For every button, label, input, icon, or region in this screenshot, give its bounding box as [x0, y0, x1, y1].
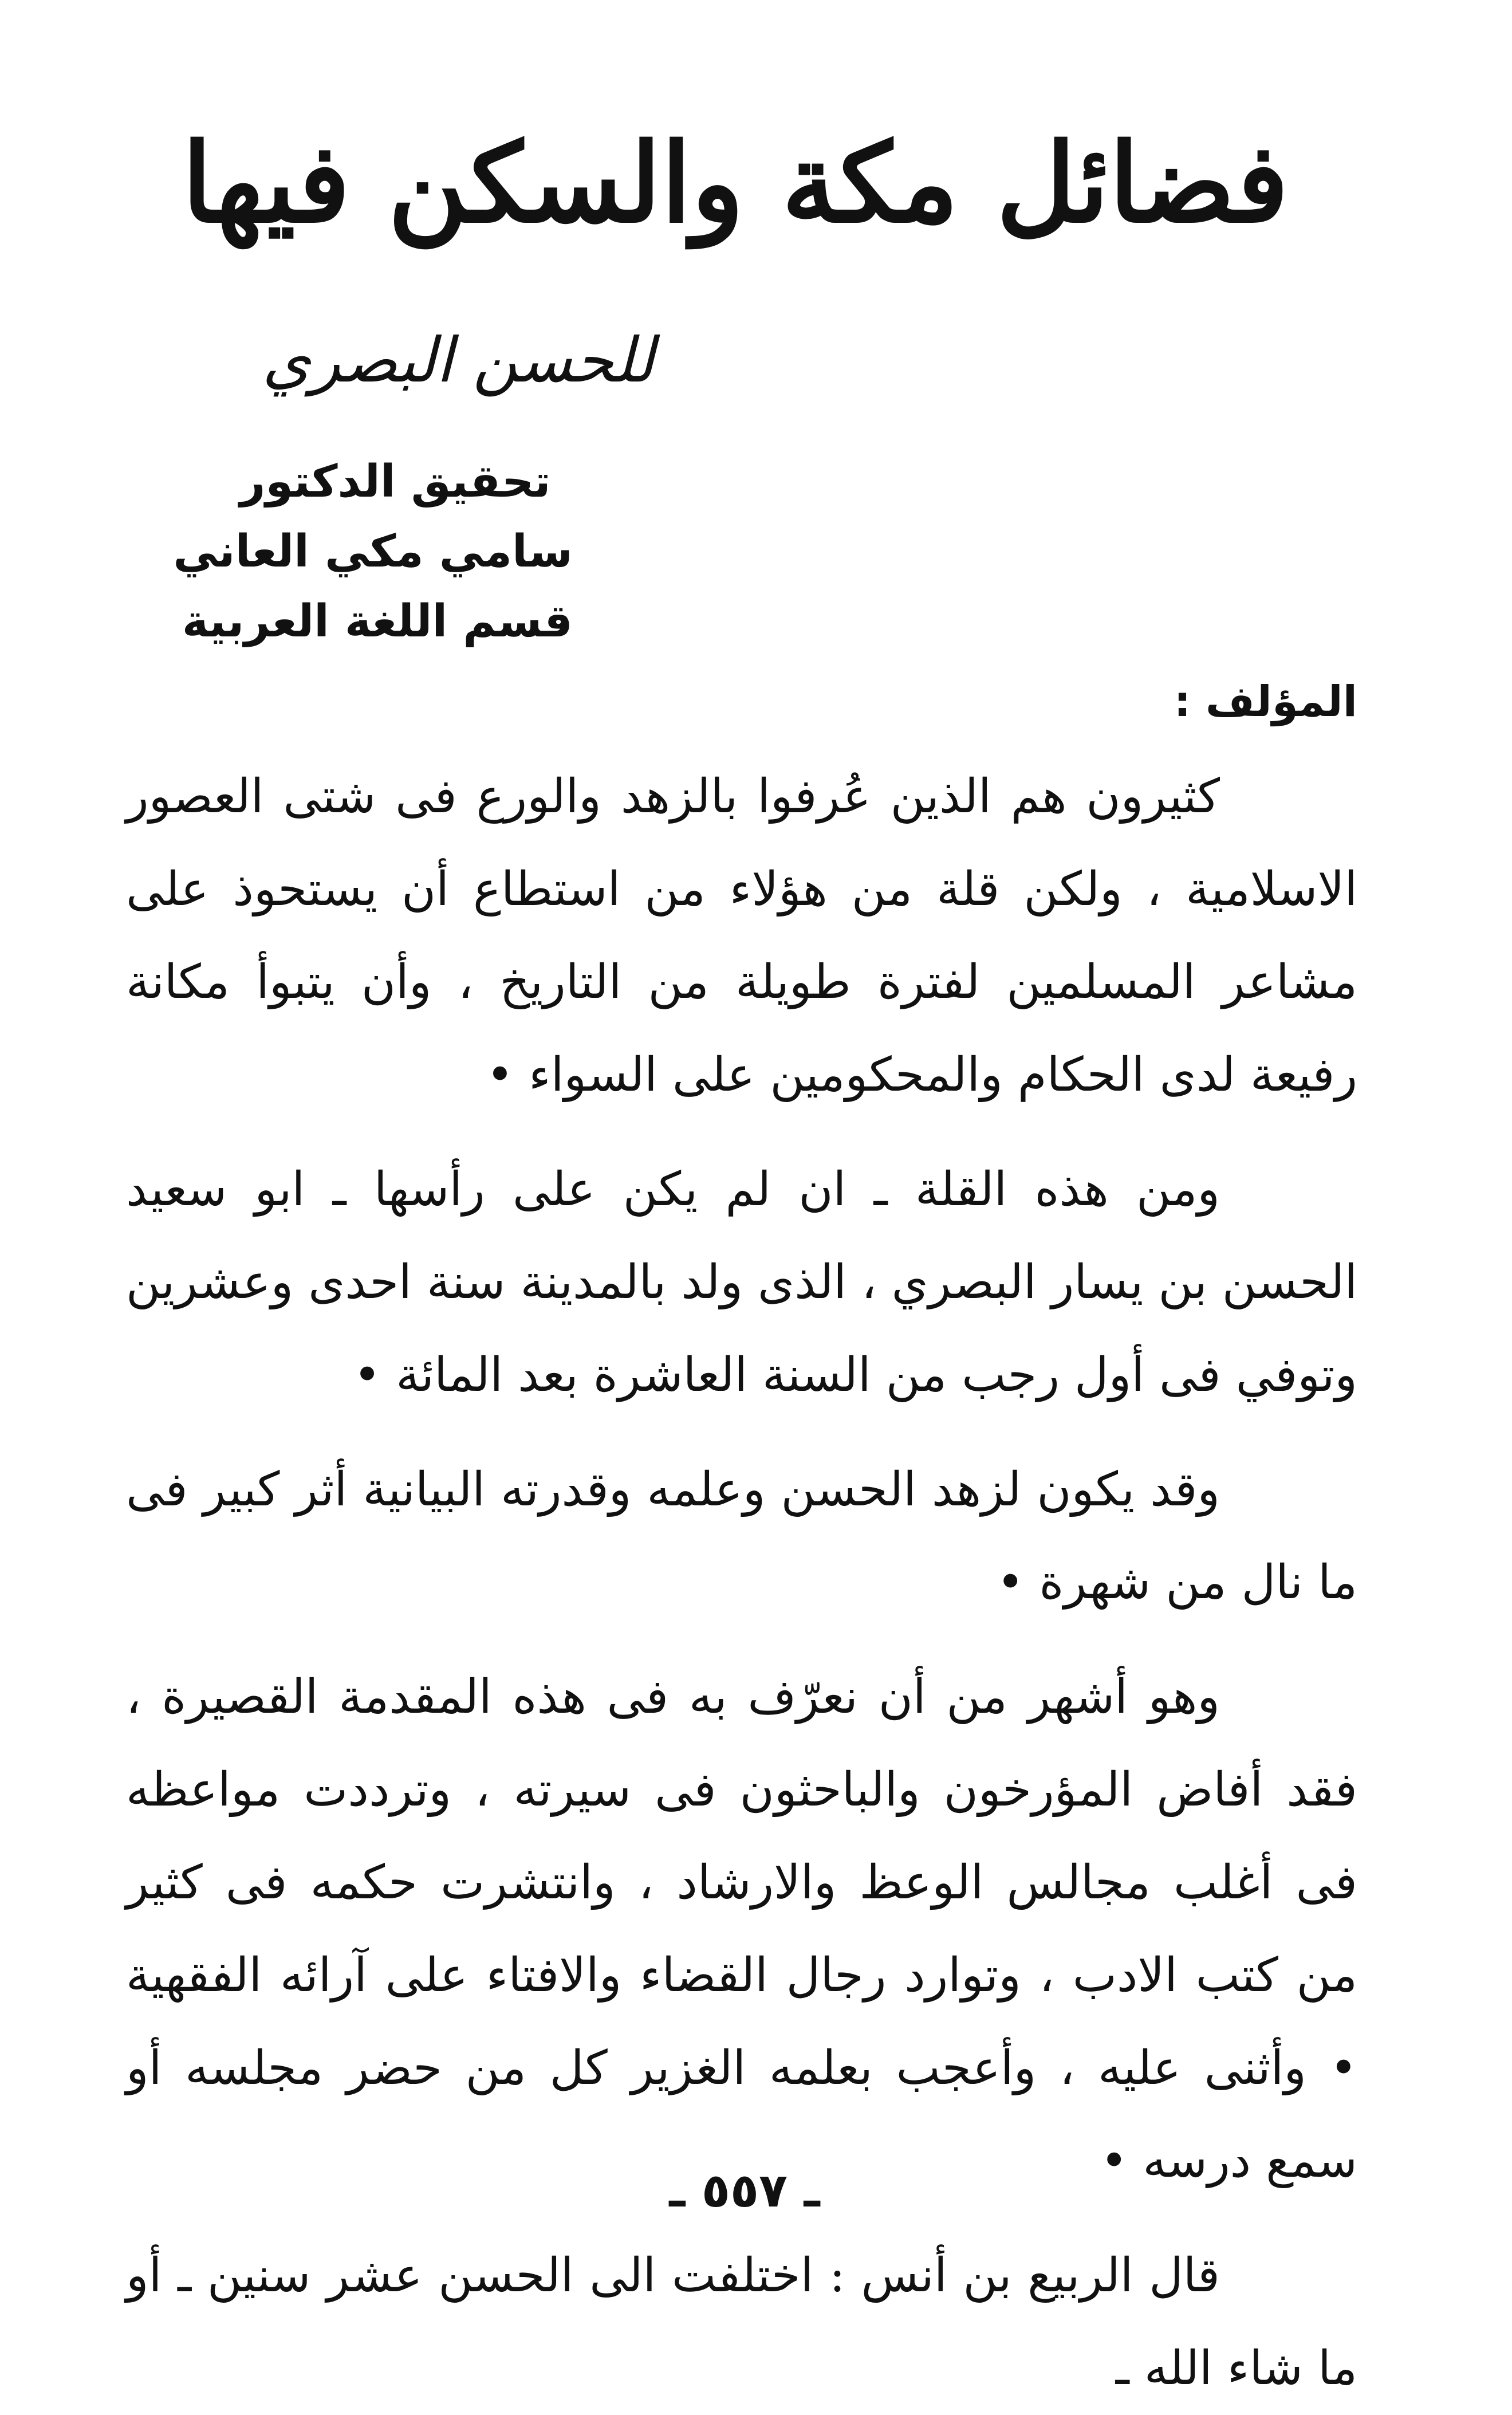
editor-block	[173, 447, 573, 656]
paragraph-1: كثيرون هم الذين عُرفوا بالزهد والورع فى شتى العصور الاسلامية ، ولكن قلة من هؤلاء من استطاع أن يستحوذ على مشاعر المسلمين لفترة طويلة من التاريخ ، وأن يتبوأ مكانة رفيعة لدى الحكام والمحكومين على السواء •	[126, 769, 1357, 1102]
author-line: للحسن البصري	[262, 325, 655, 396]
paragraph-3: وقد يكون لزهد الحسن وعلمه وقدرته البيانية أثر كبير فى ما نال من شهرة •	[126, 1462, 1357, 1610]
page-title: فضائل مكة والسكن فيها	[182, 119, 1289, 247]
editor-line-1: تحقيق الدكتور	[239, 456, 551, 508]
editor-line-2: سامي مكي العاني	[173, 526, 573, 577]
section-heading: المؤلف :	[1174, 677, 1357, 726]
paragraph-2: ومن هذه القلة ـ ان لم يكن على رأسها ـ ابو سعيد الحسن بن يسار البصري ، الذى ولد بالمدينة سنة احدى وعشرين وتوفي فى أول رجب من السنة العاشرة بعد المائة •	[126, 1162, 1357, 1402]
paragraph-4: وهو أشهر من أن نعرّف به فى هذه المقدمة القصيرة ، فقد أفاض المؤرخون والباحثون فى سيرته ، وترددت مواعظه فى أغلب مجالس الوعظ والارشاد ، وانتشرت حكمه فى كثير من كتب الادب ، وتوارد رجال القضاء والافتاء على آرائه الفقهية • وأثنى عليه ، وأعجب بعلمه الغزير كل من حضر مجلسه أو سمع درسه •	[126, 1670, 1357, 2188]
page-number: ـ ٥٥٧ ـ	[669, 2164, 820, 2218]
editor-line-3: قسم اللغة العربية	[182, 596, 573, 647]
paragraph-5: قال الربيع بن أنس : اختلفت الى الحسن عشر سنين ـ أو ما شاء الله ـ	[126, 2248, 1357, 2396]
